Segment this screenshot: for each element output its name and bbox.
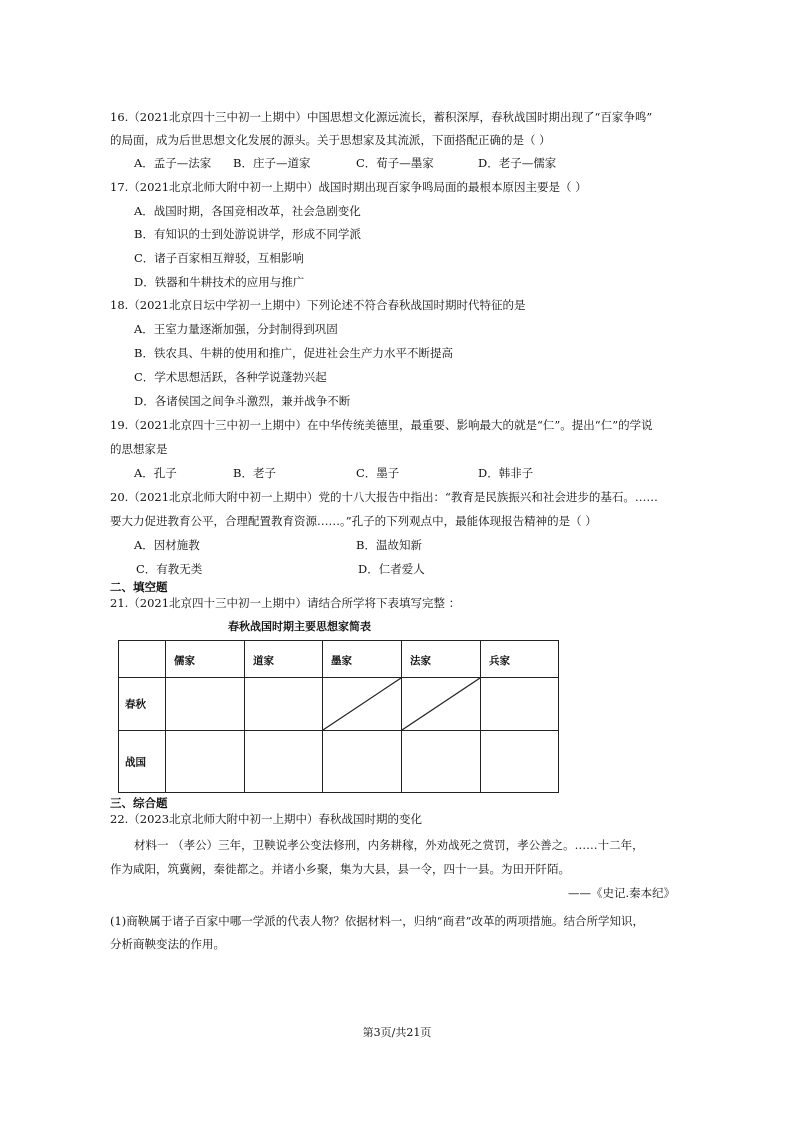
row-label-spring-autumn: 春秋	[119, 678, 166, 731]
q16-stem-line1: 16.（2021北京四十三中初一上期中）中国思想文化源远流长，蓄积深厚，春秋战国时期出现了“百家争鸣”	[110, 110, 653, 124]
q21-table-title: 春秋战国时期主要思想家简表	[228, 620, 371, 633]
q19-option-a[interactable]: A．孔子	[134, 466, 177, 480]
q22-sub1-line1: (1)商鞅属于诸子百家中哪一学派的代表人物？依据材料一，归纳“商君”改革的两项措施。结合所学知识，	[110, 914, 645, 928]
answer-cell[interactable]	[166, 678, 245, 731]
answer-cell[interactable]	[481, 678, 559, 731]
q19-option-b[interactable]: B．老子	[233, 466, 276, 480]
page-number: 第3页/共21页	[362, 1026, 432, 1039]
header-cell-legalism: 法家	[402, 641, 481, 678]
q18-stem: 18.（2021北京日坛中学初一上期中）下列论述不符合春秋战国时期时代特征的是	[110, 298, 526, 312]
table-corner-cell	[119, 641, 166, 678]
blocked-cell	[323, 678, 402, 731]
answer-cell[interactable]	[323, 731, 402, 793]
blocked-cell	[402, 678, 481, 731]
q20-option-c[interactable]: C．有教无类	[136, 562, 203, 576]
q20-option-a[interactable]: A．因材施教	[134, 538, 200, 552]
header-cell-military: 兵家	[481, 641, 559, 678]
header-cell-taoism: 道家	[245, 641, 323, 678]
q19-option-d[interactable]: D．韩非子	[478, 466, 534, 480]
q22-source: ——《史记.秦本纪》	[568, 886, 676, 900]
q17-stem: 17.（2021北京北师大附中初一上期中）战国时期出现百家争鸣局面的最根本原因主要是（ ）	[110, 180, 587, 194]
answer-cell[interactable]	[166, 731, 245, 793]
diagonal-line	[402, 678, 480, 730]
q20-stem-line1: 20.（2021北京北师大附中初一上期中）党的十八大报告中指出：“教育是民族振兴和社会进步的基石。……	[110, 490, 658, 504]
q20-option-b[interactable]: B．温故知新	[356, 538, 422, 552]
row-label-warring-states: 战国	[119, 731, 166, 793]
q18-option-d[interactable]: D．各诸侯国之间争斗激烈，兼并战争不断	[134, 394, 351, 408]
answer-cell[interactable]	[245, 678, 323, 731]
q16-option-a[interactable]: A．孟子—法家	[134, 156, 212, 170]
answer-cell[interactable]	[481, 731, 559, 793]
q18-option-a[interactable]: A．王室力量逐渐加强，分封制得到巩固	[134, 322, 338, 336]
q17-option-a[interactable]: A．战国时期，各国竞相改革，社会急剧变化	[134, 204, 361, 218]
q17-option-c[interactable]: C．诸子百家相互辩驳，互相影响	[134, 251, 304, 265]
table-header-row	[119, 641, 559, 678]
q16-stem-line2: 的局面，成为后世思想文化发展的源头。关于思想家及其流派，下面搭配正确的是（ ）	[110, 133, 551, 147]
q22-stem: 22.（2023北京北师大附中初一上期中）春秋战国时期的变化	[110, 812, 423, 826]
section-heading-fill-in: 二、填空题	[110, 580, 168, 594]
thinkers-table	[118, 640, 559, 793]
header-cell-confucianism: 儒家	[166, 641, 245, 678]
q18-option-b[interactable]: B．铁农具、牛耕的使用和推广，促进社会生产力水平不断提高	[134, 346, 453, 360]
answer-cell[interactable]	[402, 731, 481, 793]
q16-option-d[interactable]: D．老子—儒家	[478, 156, 557, 170]
answer-cell[interactable]	[245, 731, 323, 793]
q22-sub1-line2: 分析商鞅变法的作用。	[110, 937, 225, 951]
q19-option-c[interactable]: C．墨子	[356, 466, 400, 480]
q22-material1-line2: 作为咸阳，筑冀阙，秦徙都之。并诸小乡聚，集为大县，县一令，四十一县。为田开阡陌。	[110, 862, 570, 876]
q17-option-b[interactable]: B．有知识的士到处游说讲学，形成不同学派	[134, 227, 361, 241]
q19-stem-line1: 19.（2021北京四十三中初一上期中）在中华传统美德里，最重要、影响最大的就是“仁”。提出“仁”的学说	[110, 418, 653, 432]
diagonal-line	[323, 678, 401, 730]
q20-option-d[interactable]: D．仁者爱人	[358, 562, 425, 576]
q16-option-c[interactable]: C．荀子—墨家	[356, 156, 434, 170]
q21-stem: 21.（2021北京四十三中初一上期中）请结合所学将下表填写完整 ：	[110, 596, 461, 610]
q17-option-d[interactable]: D．铁器和牛耕技术的应用与推广	[134, 275, 305, 289]
table-row-warring-states	[119, 731, 559, 793]
q18-option-c[interactable]: C．学术思想活跃，各种学说蓬勃兴起	[134, 370, 327, 384]
q16-option-b[interactable]: B．庄子—道家	[233, 156, 311, 170]
header-cell-mohism: 墨家	[323, 641, 402, 678]
q22-material1-line1: 材料一 （孝公）三年，卫鞅说孝公变法修刑，内务耕稼，外劝战死之赏罚，孝公善之。……十二年，	[134, 838, 644, 852]
section-heading-comprehensive: 三、综合题	[110, 796, 168, 810]
q19-stem-line2: 的思想家是	[110, 442, 168, 456]
table-row-spring-autumn	[119, 678, 559, 731]
q20-stem-line2: 要大力促进教育公平，合理配置教育资源……。”孔子的下列观点中，最能体现报告精神的是（ ）	[110, 514, 597, 528]
